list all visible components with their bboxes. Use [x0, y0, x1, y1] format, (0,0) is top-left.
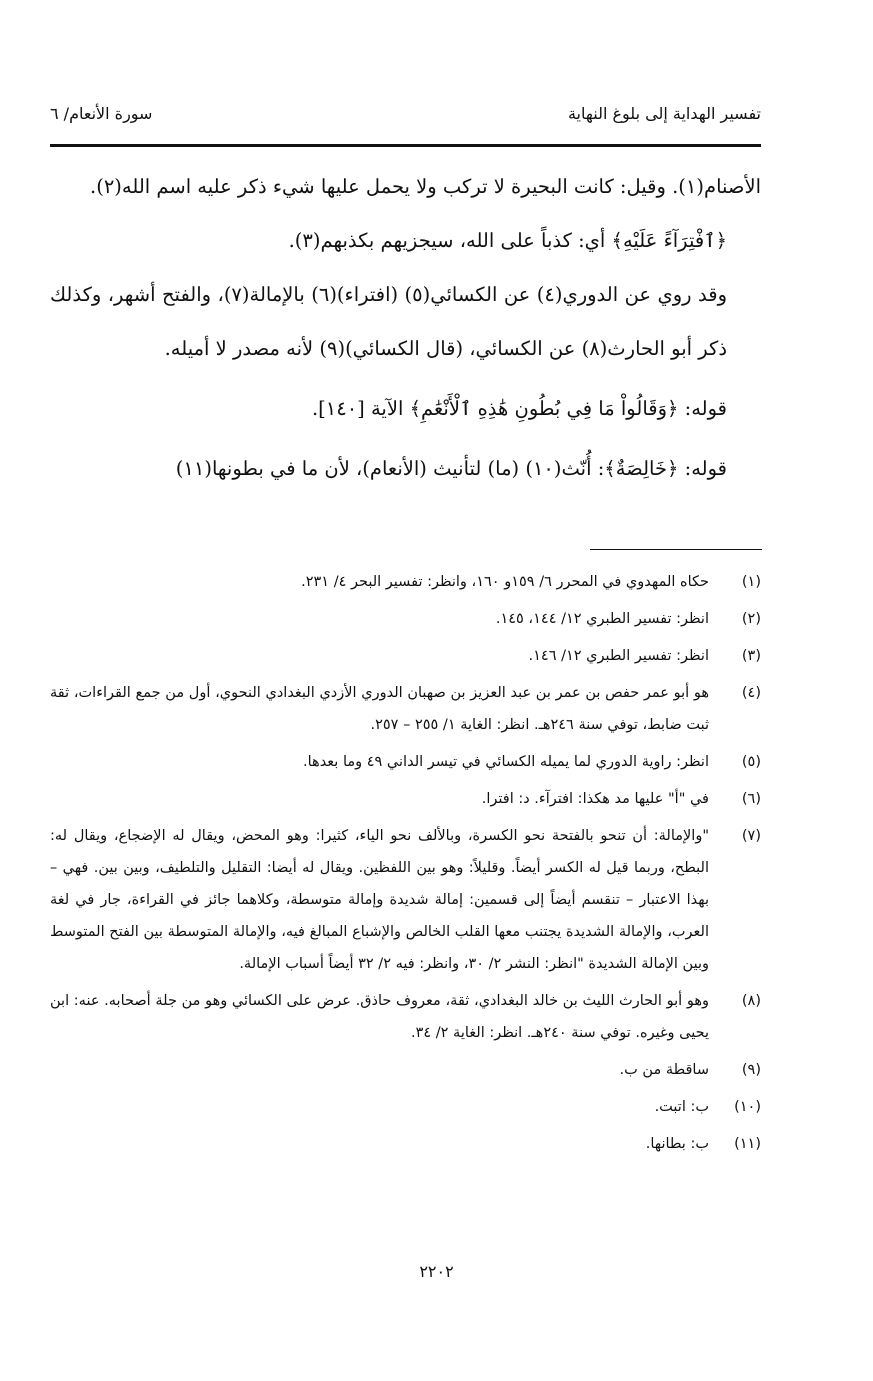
footnote — [50, 985, 761, 1049]
page-number: ٢٢٠٢ — [419, 1262, 454, 1281]
footnote — [50, 677, 761, 741]
paragraph-1: الأصنام(١). وقيل: كانت البحيرة لا تركب ولا يحمل عليها شيء ذكر عليه اسم الله(٢). — [90, 175, 761, 198]
footnote — [50, 746, 761, 778]
footnote-text: ساقطة من ب. — [619, 1062, 709, 1078]
paragraph-5: قوله: ﴿خَالِصَةٌ﴾: أُنّث(١٠) (ما) لتأنيث (الأنعام)، لأن ما في بطونها(١١) — [175, 457, 727, 480]
footnote-separator — [590, 549, 762, 550]
footnote-number: (٦) — [741, 791, 761, 807]
running-header — [50, 104, 761, 132]
footnotes — [50, 566, 761, 1165]
footnote-number: (١١) — [734, 1136, 761, 1152]
footnote-text: انظر: تفسير الطبري ١٢/ ١٤٤، ١٤٥. — [495, 611, 709, 627]
surah-page-label: سورة الأنعام/ ٦ — [50, 104, 153, 123]
footnote-text: في "أ" عليها مد هكذا: افترآء. د: افترا. — [481, 791, 709, 807]
footnote-text: هو أبو عمر حفص بن عمر بن عبد العزيز بن صهبان الدوري الأزدي البغدادي النحوي، أول من جمع القراءات، ثقة ثبت ضابط، توفي سنة ٢٤٦هـ. انظر: الغاية ١/ ٢٥٥ – ٢٥٧. — [50, 685, 709, 733]
footnote-text: انظر: راوية الدوري لما يميله الكسائي في تيسر الداني ٤٩ وما بعدها. — [303, 754, 709, 770]
footnote — [50, 640, 761, 672]
footnote — [50, 783, 761, 815]
footnote — [50, 820, 761, 980]
footnote-number: (٣) — [741, 648, 761, 664]
footnote-number: (٧) — [741, 828, 761, 844]
book-title: تفسير الهداية إلى بلوغ النهاية — [567, 104, 761, 123]
footnote-number: (٥) — [741, 754, 761, 770]
footnote-text: حكاه المهدوي في المحرر ٦/ ١٥٩و ١٦٠، وانظر: تفسير البحر ٤/ ٢٣١. — [301, 574, 709, 590]
footnote — [50, 566, 761, 598]
footnote — [50, 1091, 761, 1123]
footnote-text: "والإمالة: أن تنحو بالفتحة نحو الكسرة، وبالألف نحو الياء، كثيرا: وهو المحض، ويقال له الإضجاع، ويقال له: البطح، وربما قيل له الكسر أيضاً. وقليلاً: وهو بين اللفظين. ويقال له أيضا: التقليل والتلطيف، وبين بين. فهي – بهذا الاعتبار – تنقسم أيضاً إلى قسمين: إمالة شديدة وإمالة متوسطة، وكلاهما جائز في القراءة، جار في لغة العرب، والإمالة الشديدة يجتنب معها القلب الخالص والإشباع المبالغ فيه، والإمالة المتوسطة بين الفتح المتوسط وبين الإمالة الشديدة "انظر: النشر ٢/ ٣٠، وانظر: فيه ٢/ ٣٢ أيضاً أسباب الإمالة. — [50, 828, 709, 972]
footnote-number: (١٠) — [734, 1099, 761, 1115]
paragraph-3: وقد روي عن الدوري(٤) عن الكسائي(٥) (افتراء)(٦) بالإمالة(٧)، والفتح أشهر، وكذلك ذكر أبو الحارث(٨) عن الكسائي، (قال الكسائي)(٩) لأنه مصدر لا أميله. — [50, 283, 727, 360]
footnote-number: (٤) — [741, 685, 761, 701]
footnote-number: (٢) — [741, 611, 761, 627]
header-rule — [50, 144, 761, 147]
footnote-text: وهو أبو الحارث الليث بن خالد البغدادي، ثقة، معروف حاذق. عرض على الكسائي وهو من جلة أصحابه. عنه: ابن يحيى وغيره. توفي سنة ٢٤٠هـ. انظر: الغاية ٢/ ٣٤. — [50, 993, 709, 1041]
paragraph-2: ﴿ٱفْتِرَآءً عَلَيْهِ﴾ أي: كذباً على الله، سيجزيهم بكذبهم(٣). — [288, 229, 727, 252]
footnote-text: انظر: تفسير الطبري ١٢/ ١٤٦. — [528, 648, 709, 664]
footnote-number: (١) — [741, 574, 761, 590]
footnote — [50, 603, 761, 635]
footnote — [50, 1128, 761, 1160]
footnote-text: ب: بطانها. — [645, 1136, 709, 1152]
main-text — [50, 160, 761, 496]
footnote-text: ب: اتبت. — [654, 1099, 709, 1115]
footnote-number: (٩) — [741, 1062, 761, 1078]
paragraph-4: قوله: ﴿وَقَالُواْ مَا فِي بُطُونِ هَٰذِهِ ٱلْأَنْعَٰمِ﴾ الآية [١٤٠]. — [311, 397, 727, 420]
footnote-number: (٨) — [741, 993, 761, 1009]
footnote — [50, 1054, 761, 1086]
